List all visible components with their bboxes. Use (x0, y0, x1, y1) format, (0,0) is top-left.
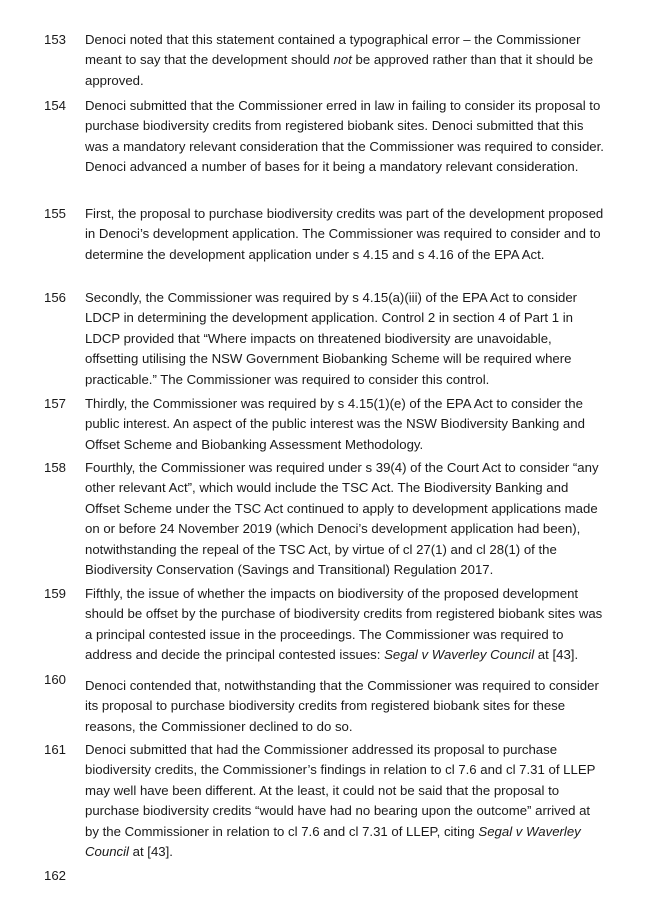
paragraph-161 (44, 740, 604, 862)
text-run: be approved rather than that it should be approved. (85, 52, 594, 88)
paragraph-text (85, 740, 604, 862)
paragraph-number: 162 (44, 868, 67, 883)
paragraph-160 (44, 672, 604, 737)
text-run: Fifthly, the issue of whether the impacts on biodiversity of the proposed development should be offset by the purchase of biodiversity credits from registered biobank sites was a principal contested issue in the proceedings. The Commissioner was required to address and decide the principal contested issues: (85, 586, 603, 663)
paragraph-155 (44, 204, 604, 265)
text-run: Denoci contended that, notwithstanding that the Commissioner was required to consider its proposal to purchase biodiversity credits from registered biobank sites for these reasons, the Commissioner declined to do so. (85, 678, 599, 734)
paragraph-number: 155 (44, 206, 67, 221)
text-run: at [43]. (534, 647, 579, 663)
paragraph-157 (44, 394, 604, 455)
case-citation: Segal v Waverley Council (384, 647, 535, 663)
text-run: Secondly, the Commissioner was required by s 4.15(a)(iii) of the EPA Act to consider LDCP in determining the development application. Control 2 in section 4 of Part 1 in LDCP provided that “Where impacts on threatened biodiversity are unavoidable, offsetting utilising the NSW Government Biobanking Scheme will be required where practicable.” The Commissioner was required to consider this control. (85, 290, 578, 387)
paragraph-number: 153 (44, 32, 67, 47)
paragraph-159 (44, 584, 604, 666)
text-run: Fourthly, the Commissioner was required under s 39(4) of the Court Act to consider “any other relevant Act”, which would include the TSC Act. The Biodiversity Banking and Offset Scheme under the TSC Act continued to apply to development applications made on or before 24 November 2019 (which Denoci’s development application had been), notwithstanding the repeal of the TSC Act, by virtue of cl 27(1) and cl 28(1) of the Biodiversity Conservation (Savings and Transitional) Regulation 2017. (85, 460, 599, 578)
paragraph-154 (44, 96, 604, 178)
paragraph-number: 161 (44, 742, 67, 757)
paragraph-number: 160 (44, 672, 67, 687)
paragraph-number: 156 (44, 290, 67, 305)
paragraph-158 (44, 458, 604, 580)
text-run: Denoci submitted that the Commissioner erred in law in failing to consider its proposal to purchase biodiversity credits from registered biobank sites. Denoci submitted that this was a mandatory relevant consideration that the Commissioner was required to consider. Denoci advanced a number of bases for it being a mandatory relevant consideration. (85, 98, 604, 175)
emphasis-text: not (333, 52, 352, 68)
paragraph-number: 154 (44, 98, 67, 113)
paragraph-text (85, 30, 604, 91)
paragraph-text (85, 96, 604, 178)
paragraph-text (85, 458, 604, 580)
text-run: Denoci noted that this statement contained a typographical error – the Commissioner meant to say that the development should (85, 32, 581, 68)
case-citation: Segal v Waverley Council (85, 823, 581, 860)
paragraph-number: 158 (44, 460, 67, 475)
text-run: Denoci submitted that had the Commissioner addressed its proposal to purchase biodiversity credits, the Commissioner’s findings in relation to cl 7.6 and cl 7.31 of LLEP may well have been different. At the least, it could not be said that the proposal to purchase biodiversity credits “would have had no bearing upon the outcome” arrived at by the Commissioner in relation to cl 7.6 and cl 7.31 of LLEP, citing (85, 742, 596, 839)
paragraph-text (85, 288, 604, 390)
text-run: Thirdly, the Commissioner was required by s 4.15(1)(e) of the EPA Act to consider the public interest. An aspect of the public interest was the NSW Biodiversity Banking and Offset Scheme and Biobanking Assessment Methodology. (85, 396, 585, 452)
paragraph-number: 157 (44, 396, 67, 411)
paragraph-text (85, 394, 604, 455)
paragraph-text (85, 584, 604, 666)
paragraph-text (85, 204, 604, 265)
text-run: at [43]. (128, 844, 173, 860)
paragraph-number: 159 (44, 586, 67, 601)
paragraph-153 (44, 30, 604, 91)
text-run: First, the proposal to purchase biodiversity credits was part of the development proposed in Denoci’s development application. The Commissioner was required to consider and to determine the development application under s 4.15 and s 4.16 of the EPA Act. (85, 206, 604, 262)
paragraph-text (85, 676, 604, 737)
paragraph-156 (44, 288, 604, 390)
